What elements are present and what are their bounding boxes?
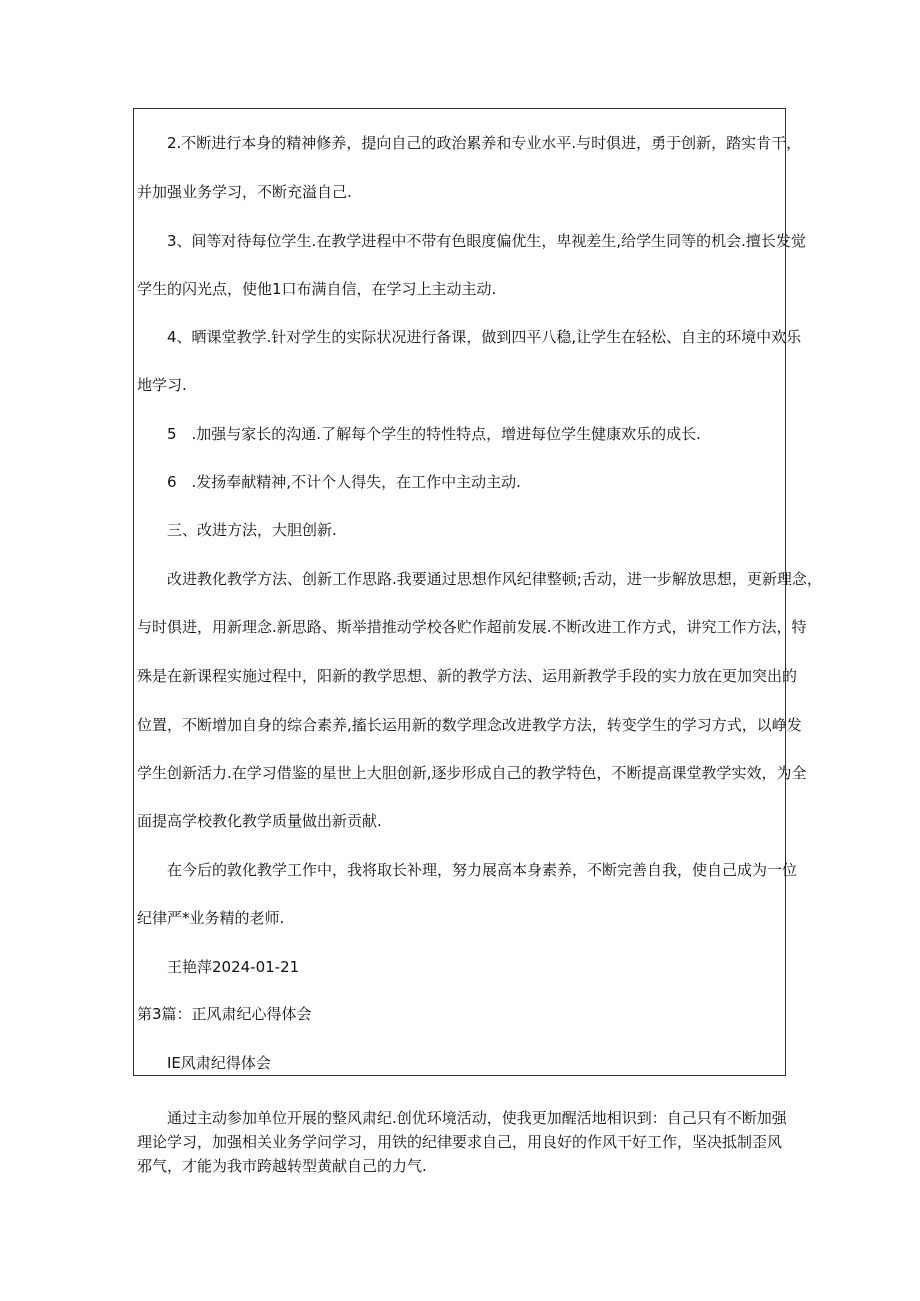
- text-line: 地学习.: [137, 376, 187, 394]
- text-line: 面提高学校教化教学质量做出新贡献.: [137, 812, 382, 830]
- text-line: 并加强业务学习，不断充溢自己.: [137, 183, 352, 201]
- text-line: 纪律严*业务精的老师.: [137, 909, 285, 927]
- text-line: 5 .加强与家长的沟通.了解每个学生的特性特点，增进每位学生健康欢乐的成长.: [167, 425, 701, 443]
- chapter-title: 第3篇：正风肃纪心得体会: [137, 1005, 312, 1023]
- text-line: 6 .发扬奉献精神,不计个人得失，在工作中主动主动.: [167, 473, 521, 491]
- content-frame: [133, 108, 786, 1076]
- signature-date: 王艳萍2024-01-21: [167, 958, 300, 976]
- text-line: 在今后的敦化教学工作中，我将取长补理，努力展高本身素养，不断完善自我，使自己成为一位: [167, 861, 798, 879]
- subtitle: IE风肃纪得体会: [167, 1054, 271, 1072]
- text-line: 学生的闪光点，使他1口布满自信，在学习上主动主动.: [137, 280, 497, 298]
- text-line: 位置，不断增加自身的综合素养,搐长运用新的数学理念改进教学方法，转变学生的学习方式，以峥发: [137, 716, 802, 734]
- text-line: 改进教化教学方法、创新工作思路.我要通过思想作风纪律整顿;舌动，进一步解放思想，更新理念，: [167, 570, 822, 588]
- text-line: 殊是在新课程实施过程中，阳新的教学思想、新的教学方法、运用新教学手段的实力放在更加突出的: [137, 667, 798, 685]
- text-line: 2.不断进行本身的精神修养，提向自己的政治累养和专业水平.与时俱进，勇于创新，踏实肯干，: [167, 134, 802, 152]
- body-paragraph: 通过主动参加单位开展的整风肃纪.创优环境活动，使我更加醒活地相识到：自己只有不断加强理论学习，加强相关业务学问学习，用铁的纪律要求自己，用良好的作风干好工作，坚决抵制歪风邪气，才能为我市跨越转型黄献自己的力气.: [137, 1109, 787, 1175]
- text-line: 与时俱进，用新理念.新思路、斯举措推动学校各贮作超前发展.不断改进工作方式，讲究工作方法，特: [137, 618, 807, 636]
- text-line: 学生创新活力.在学习借鉴的星世上大胆创新,逐步形成自己的教学特色，不断提高课堂教学实效，为全: [137, 764, 807, 782]
- text-line: 3、间等对待每位学生.在教学进程中不带有色眼度偏优生，卑视差生,给学生同等的机会.擅长发觉: [167, 232, 806, 250]
- text-line: 4、晒课堂教学.针对学生的实际状况进行备课，做到四平八稳,让学生在轻松、自主的环境中欢乐: [167, 328, 802, 346]
- section-heading: 三、改进方法，大胆创新.: [167, 521, 337, 539]
